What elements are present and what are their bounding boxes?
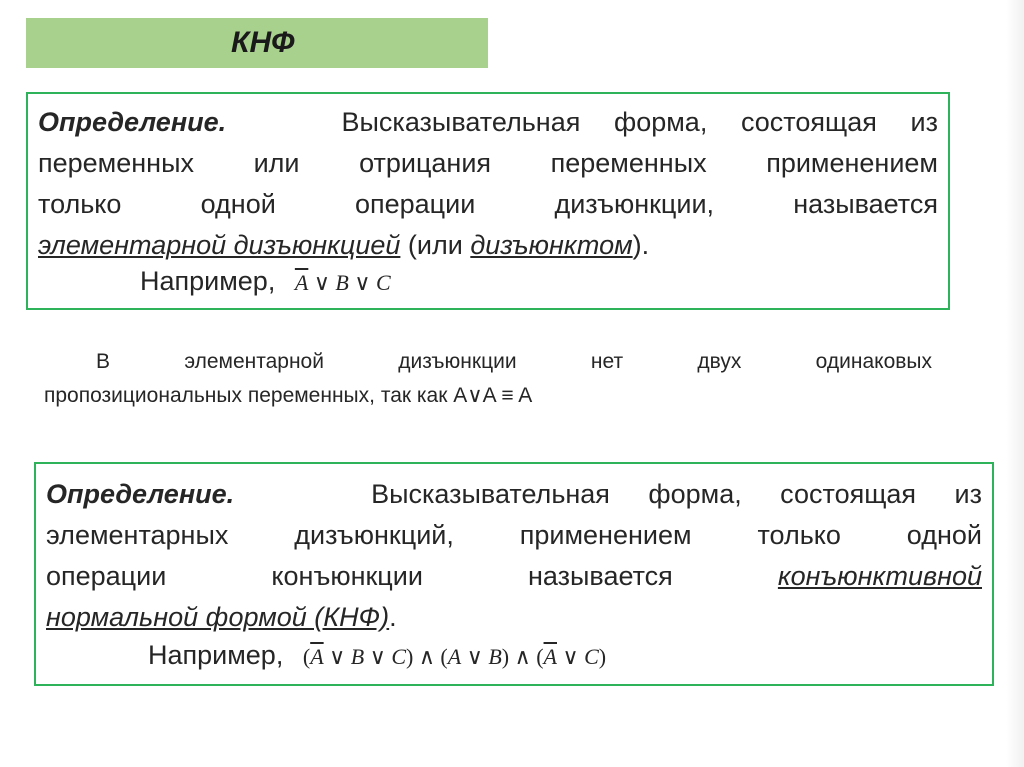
formula1-var-b: B: [335, 270, 349, 295]
formula2-op3: ∨: [461, 644, 489, 669]
definition1-term-elementary-disjunction: элементарной дизъюнкцией: [38, 230, 401, 260]
formula2-var-c1: C: [391, 644, 406, 669]
formula2-var-a1: $\overline{A}$: [310, 644, 324, 669]
definition1-formula: [295, 270, 391, 295]
formula2-var-c2: C: [584, 644, 599, 669]
definition2-line3: [46, 556, 982, 597]
formula2-paren3: ) ∧ (: [501, 644, 544, 669]
definition1-line4: [38, 225, 938, 266]
formula1-var-a: $\overline{A}$: [294, 270, 309, 295]
definition1-term-disjunct: дизъюнктом: [470, 230, 633, 260]
definition1-text1: Высказывательная форма, состоящая из: [341, 107, 938, 137]
formula1-op1: ∨: [308, 270, 336, 295]
definition-box-elementary-disjunction: [26, 92, 950, 310]
definition2-example: [148, 640, 606, 671]
definition1-example: [140, 266, 391, 297]
definition1-example-label: Например,: [140, 266, 276, 296]
formula2-var-a2: A: [447, 644, 462, 669]
formula2-var-b1: B: [350, 644, 365, 669]
note-line2: пропозициональных переменных, так как A∨A ≡ A: [44, 384, 533, 407]
definition1-label: Определение.: [38, 107, 227, 137]
definition1-mid: (или: [400, 230, 471, 260]
definition2-line2: элементарных дизъюнкций, применением только одной: [46, 520, 982, 550]
slide-title: КНФ: [231, 26, 295, 59]
formula1-var-c: C: [375, 270, 391, 295]
formula1-op2: ∨: [348, 270, 376, 295]
definition1-end: ).: [632, 230, 650, 260]
definition2-end: .: [389, 602, 397, 632]
definition2-term-conjunctive: конъюнктивной: [777, 561, 982, 591]
definition-box-cnf: [34, 462, 994, 686]
definition2-term-normal-form: нормальной формой (КНФ): [46, 602, 390, 632]
formula2-var-b2: B: [488, 644, 502, 669]
formula2-op4: ∨: [557, 644, 585, 669]
definition2-line1: [46, 474, 982, 515]
formula2-paren4: ): [598, 644, 607, 669]
definition2-text1: Высказывательная форма, состоящая из: [371, 479, 982, 509]
definition2-label: Определение.: [46, 479, 235, 509]
definition2-example-label: Например,: [148, 640, 284, 670]
formula2-var-a3: $\overline{A}$: [543, 644, 557, 669]
formula2-paren1: (: [302, 644, 311, 669]
note-line1: В элементарной дизъюнкции нет двух одинаковых: [96, 350, 932, 373]
definition2-line3-text: операции конъюнкции называется: [46, 561, 778, 591]
definition1-line1: [38, 102, 938, 143]
definition1-line2: переменных или отрицания переменных применением: [38, 148, 938, 178]
definition1-line3: только одной операции дизъюнкции, называется: [38, 189, 938, 219]
note-paragraph: [44, 345, 932, 413]
definition2-formula: [303, 644, 606, 669]
formula2-paren2: ) ∧ (: [406, 644, 448, 669]
formula2-op2: ∨: [364, 644, 392, 669]
definition2-line4: [46, 597, 982, 638]
formula2-op1: ∨: [323, 644, 351, 669]
slide-edge-shadow: [1006, 0, 1024, 767]
title-bar: [26, 18, 488, 68]
